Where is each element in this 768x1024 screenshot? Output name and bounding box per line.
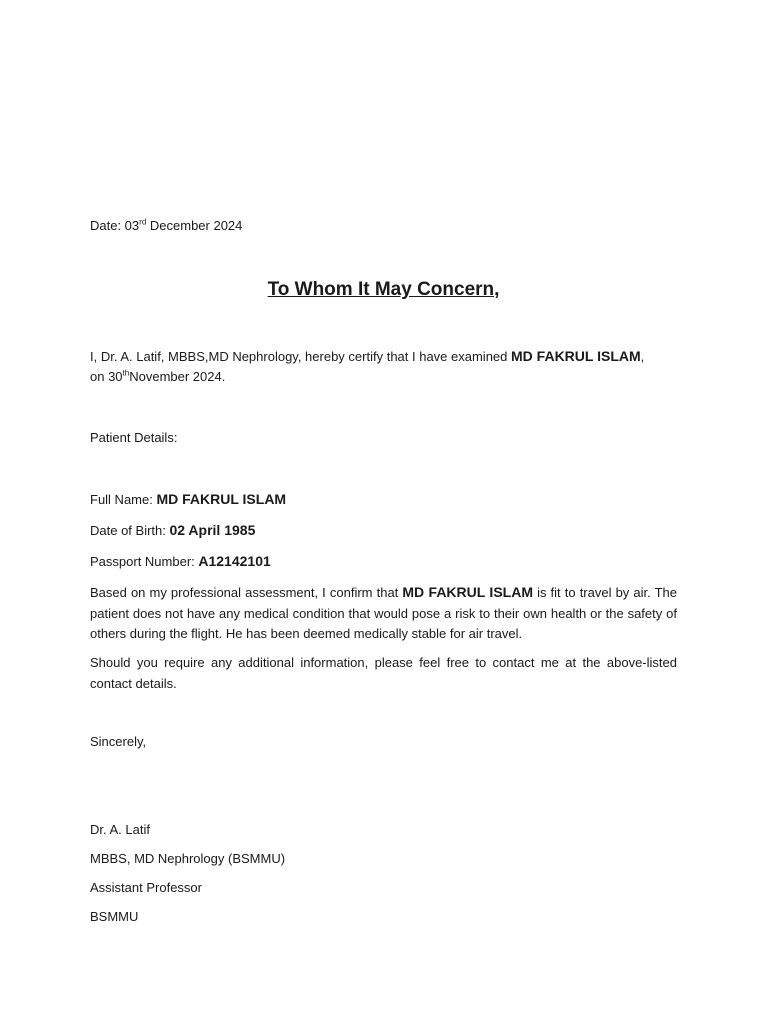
closing: Sincerely, [90, 734, 147, 749]
patient-name-assessment: MD FAKRUL ISLAM [402, 584, 533, 600]
signature-name: Dr. A. Latif [90, 822, 150, 837]
dob-value: 02 April 1985 [169, 522, 256, 538]
contact-paragraph: Should you require any additional information, please feel free to contact me at the above-listed contact details. [90, 655, 677, 691]
intro-line-2: on 30thNovember 2024. [90, 368, 226, 384]
letter-title: To Whom It May Concern, [267, 279, 500, 300]
intro-line-1: I, Dr. A. Latif, MBBS,MD Nephrology, hereby certify that I have examined MD FAKRUL ISLAM, [90, 348, 645, 364]
letter-date: Date: 03rd December 2024 [90, 217, 243, 233]
signature-institution: BSMMU [90, 909, 139, 924]
full-name-value: MD FAKRUL ISLAM [156, 491, 287, 507]
signature-position: Assistant Professor [90, 880, 202, 895]
passport-value: A12142101 [198, 553, 271, 569]
letter-page [90, 0, 677, 1024]
patient-details-heading: Patient Details: [90, 430, 178, 445]
patient-name-intro: MD FAKRUL ISLAM [511, 348, 641, 364]
passport-row: Passport Number: A12142101 [90, 553, 271, 569]
dob-row: Date of Birth: 02 April 1985 [90, 522, 256, 538]
signature-degrees: MBBS, MD Nephrology (BSMMU) [90, 851, 286, 866]
full-name-row: Full Name: MD FAKRUL ISLAM [90, 491, 287, 507]
assessment-paragraph: Based on my professional assessment, I confirm that MD FAKRUL ISLAM is fit to travel by air. The patient does not have any medical condition that would pose a risk to their own health or the safety of others during the flight. He has been deemed medically stable for air travel. [90, 584, 678, 641]
